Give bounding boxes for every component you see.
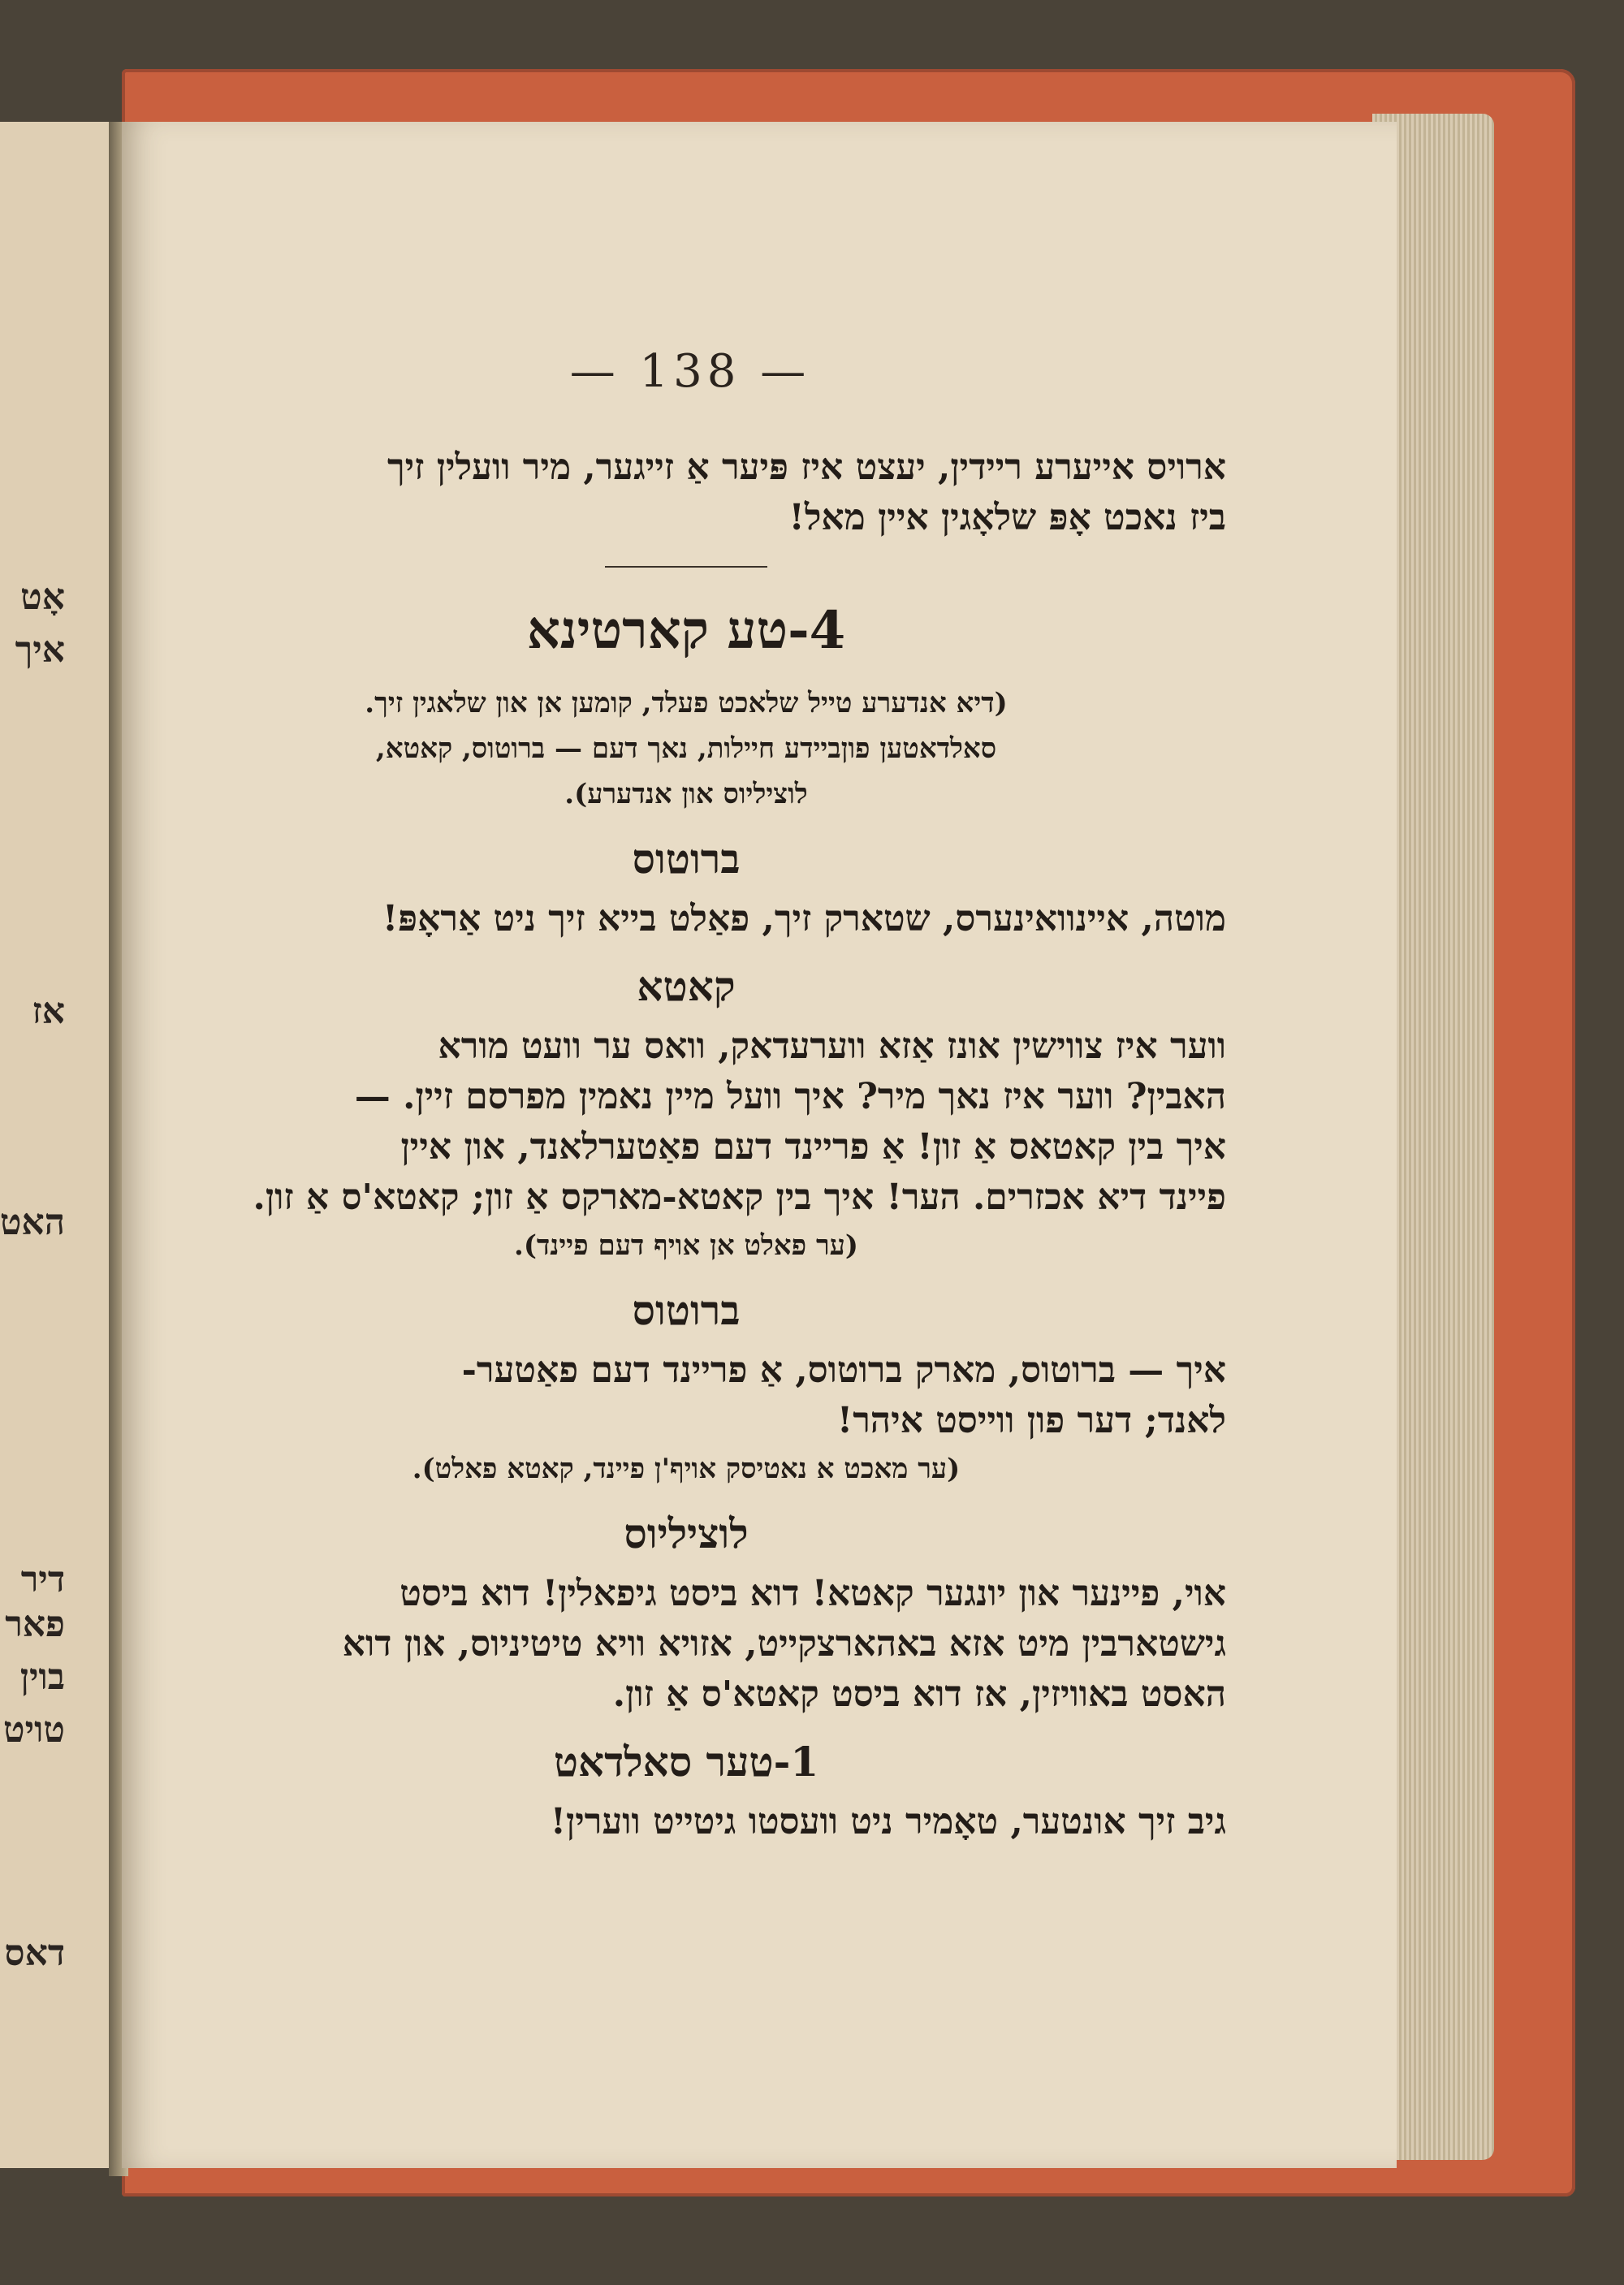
left-page-fragment: אָט <box>20 577 65 618</box>
speaker-name: ברוטוס <box>632 1286 741 1334</box>
text-line: גיב זיך אונטער, טאָמיר ניט וועסטו גיטייט ווערין! <box>550 1801 1226 1842</box>
speaker-name: קאטא <box>637 962 736 1010</box>
stage-direction <box>146 680 1226 817</box>
text-line: מוטה, איינוואינערס, שטארק זיך, פאַלט בייא זיך ניט אַראָפּ! <box>382 898 1226 939</box>
text-line: האסט באוויזין, אז דוא ביסט קאטא'ס אַ זון. <box>612 1674 1226 1715</box>
speaker-name: 1-טער סאלדאט <box>553 1738 819 1786</box>
text-line: לאנד; דער פון ווייסט איהר! <box>836 1400 1226 1441</box>
left-page-fragment: אז <box>32 991 65 1032</box>
left-page-fragment: דיר <box>20 1559 65 1600</box>
stage-direction <box>146 1446 1226 1492</box>
left-page-fragment: בוין <box>19 1657 65 1698</box>
text-line: אוי, פיינער און יונגער קאטא! דוא ביסט גיפאלין! דוא ביסט <box>400 1573 1226 1614</box>
opening-text <box>146 443 1226 543</box>
text-line: גישטארבין מיט אזא באהארצקייט, אזויא וויא טיטיניוס, און דוא <box>342 1623 1226 1665</box>
speaker-name: לוציליוס <box>624 1510 749 1557</box>
speech <box>146 1022 1226 1223</box>
scene-title: 4-טע קארטינא <box>526 600 846 661</box>
speech <box>146 1569 1226 1720</box>
left-page-fragment: דאס <box>4 1933 65 1974</box>
left-page-fragment: פאר <box>5 1604 65 1645</box>
speaker-name: ברוטוס <box>632 835 741 883</box>
text-line: איך — ברוטוס, מארק ברוטוס, אַ פריינד דעם פאַטער- <box>461 1350 1226 1391</box>
left-page-fragment: האט <box>0 1202 65 1243</box>
text-line: ווער איז צווישין אונז אַזא ווערעדאק, וואס ער וועט מורא <box>438 1026 1226 1067</box>
text-line: האבין? ווער איז נאך מיר? איך וועל מיין נאמין מפרסם זיין. — <box>354 1076 1226 1117</box>
speech <box>146 894 1226 944</box>
text-line: פיינד דיא אכזרים. הער! איך בין קאטא-מארקס אַ זון; קאטא'ס אַ זון. <box>253 1177 1226 1218</box>
page-number: — 138 — <box>569 345 811 398</box>
left-page-fragment: טויט <box>3 1709 65 1751</box>
page-text <box>146 443 1226 1847</box>
section-divider <box>605 566 767 568</box>
text-line: (דיא אנדערע טייל שלאכט פעלד, קומען אן און שלאגין זיך. <box>365 687 1008 719</box>
stage-direction <box>146 1223 1226 1268</box>
text-line: סאלדאטען פוןביידע חיילות, נאך דעם — ברוטוס, קאטא, <box>375 732 997 765</box>
left-facing-page <box>0 122 119 2168</box>
text-line: (ער מאכט א נאטיסק אויף'ן פיינד, קאטא פאלט). <box>412 1453 961 1485</box>
text-line: (ער פאלט אן אויף דעם פיינד). <box>513 1229 858 1262</box>
text-line: איך בין קאטאס אַ זון! אַ פריינד דעם פאַטערלאנד, און איין <box>400 1126 1226 1168</box>
text-line: ביז נאכט אָפּ שלאָגין איין מאל! <box>788 497 1226 538</box>
speech <box>146 1797 1226 1847</box>
text-line: ארויס אייערע ריידין, יעצט איז פּיער אַ זייגער, מיר וועלין זיך <box>387 447 1226 488</box>
left-page-fragment: איך <box>15 629 65 671</box>
text-line: לוציליוס און אנדערע). <box>564 778 808 810</box>
speech <box>146 1346 1226 1446</box>
